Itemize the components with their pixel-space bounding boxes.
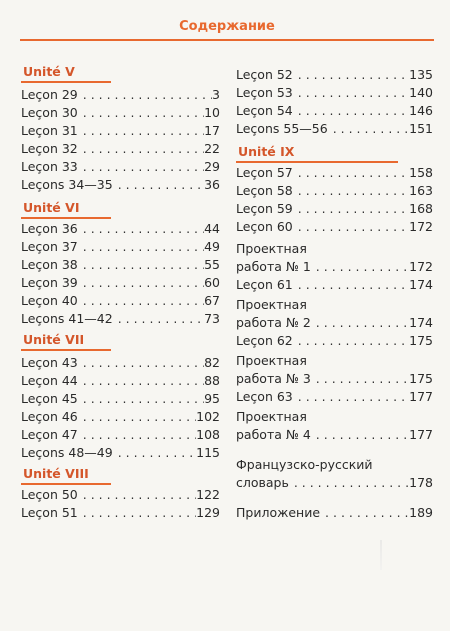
toc-entry[interactable] [236,388,433,406]
page-number: 95 [204,391,220,406]
entry-label: Leçon 44 [21,373,78,388]
toc-entry[interactable] [236,258,433,276]
entry-label: Leçon 63 [236,389,293,404]
toc-entry[interactable] [236,370,433,388]
page-number: 177 [409,427,433,442]
toc-entry[interactable] [236,314,433,332]
toc-entry[interactable] [21,372,220,390]
toc-entry[interactable] [236,474,433,492]
dot-leader [328,120,409,138]
unit-heading-ix [236,144,433,164]
dot-leader [78,354,204,372]
dot-leader [311,370,409,388]
entry-label: словарь [236,475,289,490]
toc-entry[interactable] [21,158,220,176]
entry-label: Leçon 36 [21,221,78,236]
dot-leader [311,258,409,276]
dot-leader [78,292,204,310]
toc-entry[interactable] [236,276,433,294]
entry-label: Leçon 62 [236,333,293,348]
unit-heading-v [21,64,220,84]
dot-leader [78,426,196,444]
toc-entry[interactable] [21,444,220,462]
toc-entry[interactable] [236,182,433,200]
page-number: 135 [409,67,433,82]
toc-entry[interactable] [21,486,220,504]
entry-label: Leçon 57 [236,165,293,180]
unit-title: Unité IX [238,144,295,159]
entry-label: Leçon 38 [21,257,78,272]
toc-entry[interactable] [21,426,220,444]
toc-entry[interactable] [21,274,220,292]
page-number: 36 [204,177,220,192]
toc-entry[interactable] [21,176,220,194]
dot-leader [293,200,409,218]
toc-entry[interactable] [21,86,220,104]
entry-label: Leçon 58 [236,183,293,198]
project-title-line: Проектная [236,353,307,368]
entry-label: Leçon 60 [236,219,293,234]
page-title: Содержание [179,19,275,34]
entry-label: Leçon 47 [21,427,78,442]
unit-title: Unité V [23,64,75,79]
entry-label: Leçon 29 [21,87,78,102]
dot-leader [320,504,409,522]
unit-divider [21,483,111,485]
dot-leader [78,158,204,176]
dot-leader [78,408,196,426]
page-number: 172 [409,219,433,234]
entry-label: Leçon 43 [21,355,78,370]
entry-label: Приложение [236,505,321,520]
page-number: 158 [409,165,433,180]
unit-heading-vii [21,332,220,352]
entry-label: Leçon 33 [21,159,78,174]
toc-entry[interactable] [236,426,433,444]
entry-label: работа № 2 [236,315,311,330]
entry-label: Leçons 48—49 [21,445,113,460]
dot-leader [293,66,409,84]
toc-entry[interactable] [21,292,220,310]
toc-entry[interactable] [21,122,220,140]
entry-label: Leçon 54 [236,103,293,118]
page-number: 151 [409,121,433,136]
header-divider [20,39,434,41]
toc-entry[interactable] [236,66,433,84]
dot-leader [113,310,204,328]
unit-heading-viii [21,466,220,486]
page-number: 49 [204,239,220,254]
dot-leader [78,486,196,504]
dot-leader [293,276,409,294]
toc-entry[interactable] [236,218,433,236]
page-number: 60 [204,275,220,290]
unit-title: Unité VI [23,200,80,215]
unit-title: Unité VIII [23,466,89,481]
entry-label: Leçon 32 [21,141,78,156]
entry-label: Leçon 31 [21,123,78,138]
dot-leader [78,104,204,122]
page-number: 44 [204,221,220,236]
page-number: 22 [204,141,220,156]
toc-entry[interactable] [21,256,220,274]
page-number: 108 [196,427,220,442]
page-number: 174 [409,315,433,330]
entry-label: Leçon 50 [21,487,78,502]
page-number: 146 [409,103,433,118]
toc-entry[interactable] [236,102,433,120]
page-number: 168 [409,201,433,216]
page-crease [380,540,382,570]
dot-leader [78,256,204,274]
dot-leader [293,332,409,350]
toc-entry[interactable] [236,164,433,182]
dot-leader [293,102,409,120]
dot-leader [78,372,204,390]
page-number: 17 [204,123,220,138]
unit-divider [21,81,111,83]
entry-label: Leçons 41—42 [21,311,113,326]
entry-label: Leçon 39 [21,275,78,290]
entry-label: Leçon 52 [236,67,293,82]
dot-leader [293,84,409,102]
project-title-line: Проектная [236,409,307,424]
page-number: 82 [204,355,220,370]
unit-heading-vi [21,200,220,220]
toc-entry[interactable] [21,310,220,328]
entry-label: Leçon 53 [236,85,293,100]
dot-leader [78,86,212,104]
entry-label: работа № 1 [236,259,311,274]
page-number: 29 [204,159,220,174]
page-number: 129 [196,505,220,520]
toc-entry[interactable] [21,354,220,372]
page-number: 178 [409,475,433,490]
entry-label: Leçon 59 [236,201,293,216]
entry-label: Leçon 51 [21,505,78,520]
page-number: 3 [212,87,220,102]
unit-title: Unité VII [23,332,85,347]
dot-leader [311,314,409,332]
toc-entry[interactable] [21,104,220,122]
dot-leader [78,122,204,140]
unit-divider [21,349,111,351]
entry-label: Leçon 45 [21,391,78,406]
page-number: 102 [196,409,220,424]
dot-leader [78,238,204,256]
dot-leader [293,182,409,200]
page-number: 163 [409,183,433,198]
page-number: 140 [409,85,433,100]
dot-leader [293,164,409,182]
page-number: 177 [409,389,433,404]
toc-entry[interactable] [236,332,433,350]
toc-entry[interactable] [21,140,220,158]
entry-label: Leçon 46 [21,409,78,424]
page-number: 174 [409,277,433,292]
page-number: 175 [409,333,433,348]
dictionary-title-line: Французско-русский [236,457,373,472]
project-title-line: Проектная [236,241,307,256]
dot-leader [78,390,204,408]
dot-leader [78,140,204,158]
dot-leader [289,474,409,492]
toc-entry[interactable] [21,390,220,408]
dot-leader [78,274,204,292]
page-number: 10 [204,105,220,120]
page-number: 122 [196,487,220,502]
page-number: 73 [204,311,220,326]
dot-leader [78,504,196,522]
dot-leader [78,220,204,238]
toc-entry[interactable] [236,504,433,522]
dot-leader [113,176,204,194]
toc-entry[interactable] [21,238,220,256]
project-title-line: Проектная [236,297,307,312]
toc-entry[interactable] [236,84,433,102]
entry-label: Leçon 30 [21,105,78,120]
toc-entry[interactable] [236,120,433,138]
entry-label: Leçons 34—35 [21,177,113,192]
page-number: 175 [409,371,433,386]
entry-label: Leçon 37 [21,239,78,254]
toc-entry[interactable] [21,408,220,426]
entry-label: Leçon 40 [21,293,78,308]
entry-label: работа № 3 [236,371,311,386]
unit-divider [236,161,398,163]
dot-leader [113,444,196,462]
toc-entry[interactable] [236,200,433,218]
page-number: 55 [204,257,220,272]
toc-entry[interactable] [21,504,220,522]
page-number: 67 [204,293,220,308]
page-number: 189 [409,505,433,520]
entry-label: Leçons 55—56 [236,121,328,136]
dot-leader [311,426,409,444]
entry-label: Leçon 61 [236,277,293,292]
page-number: 172 [409,259,433,274]
page-number: 88 [204,373,220,388]
unit-divider [21,217,111,219]
page-number: 115 [196,445,220,460]
toc-entry[interactable] [21,220,220,238]
dot-leader [293,218,409,236]
entry-label: работа № 4 [236,427,311,442]
dot-leader [293,388,409,406]
